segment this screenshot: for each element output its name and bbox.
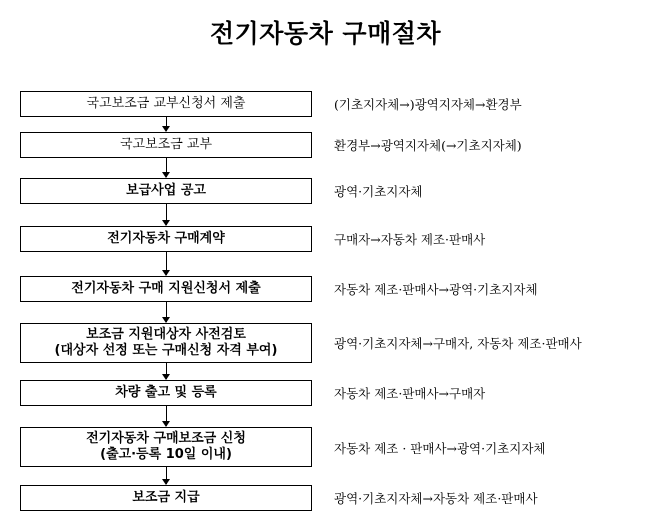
flow-arrow xyxy=(166,363,167,379)
step-label: 보조금 지원대상자 사전검토 xyxy=(86,327,246,342)
step-note: 자동차 제조·판매사→구매자 xyxy=(334,386,486,401)
step-sublabel: (대상자 선정 또는 구매신청 자격 부여) xyxy=(54,343,278,358)
step-label: 전기자동차 구매계약 xyxy=(107,231,225,246)
step-note: (기초지자체→)광역지자체→환경부 xyxy=(334,97,522,112)
step-label: 보조금 지급 xyxy=(132,490,200,505)
step-submit-application xyxy=(20,91,312,117)
step-label: 전기자동차 구매 지원신청서 제출 xyxy=(71,281,261,296)
step-note: 환경부→광역지자체(→기초지자체) xyxy=(334,138,522,153)
step-note: 광역·기초지자체→자동차 제조·판매사 xyxy=(334,491,538,506)
step-label: 전기자동차 구매보조금 신청 xyxy=(86,431,246,446)
step-label: 국고보조금 교부 xyxy=(119,137,213,152)
flow-arrow xyxy=(166,204,167,225)
step-support-application xyxy=(20,276,312,302)
step-note: 광역·기초지자체→구매자, 자동차 제조·판매사 xyxy=(334,336,582,351)
step-label: 국고보조금 교부신청서 제출 xyxy=(86,96,246,111)
step-purchase-contract xyxy=(20,226,312,252)
flow-arrow xyxy=(166,252,167,275)
flow-arrow xyxy=(166,117,167,131)
step-note: 자동차 제조 · 판매사→광역·기초지자체 xyxy=(334,441,546,456)
step-note: 광역·기초지자체 xyxy=(334,184,423,199)
step-label: 차량 출고 및 등록 xyxy=(115,385,217,400)
flow-arrow xyxy=(166,467,167,484)
step-label: 보급사업 공고 xyxy=(126,183,206,198)
step-subsidy-request xyxy=(20,427,312,467)
step-sublabel: (출고·등록 10일 이내) xyxy=(100,447,232,462)
step-grant-issue xyxy=(20,132,312,158)
flow-arrow xyxy=(166,302,167,322)
step-subsidy-payment xyxy=(20,485,312,511)
step-note: 구매자→자동차 제조·판매사 xyxy=(334,232,486,247)
page-title: 전기자동차 구매절차 xyxy=(209,19,442,48)
flow-arrow xyxy=(166,158,167,177)
step-pre-review xyxy=(20,323,312,363)
flow-arrow xyxy=(166,406,167,426)
step-vehicle-delivery xyxy=(20,380,312,406)
step-announcement xyxy=(20,178,312,204)
step-note: 자동차 제조·판매사→광역·기초지자체 xyxy=(334,282,538,297)
